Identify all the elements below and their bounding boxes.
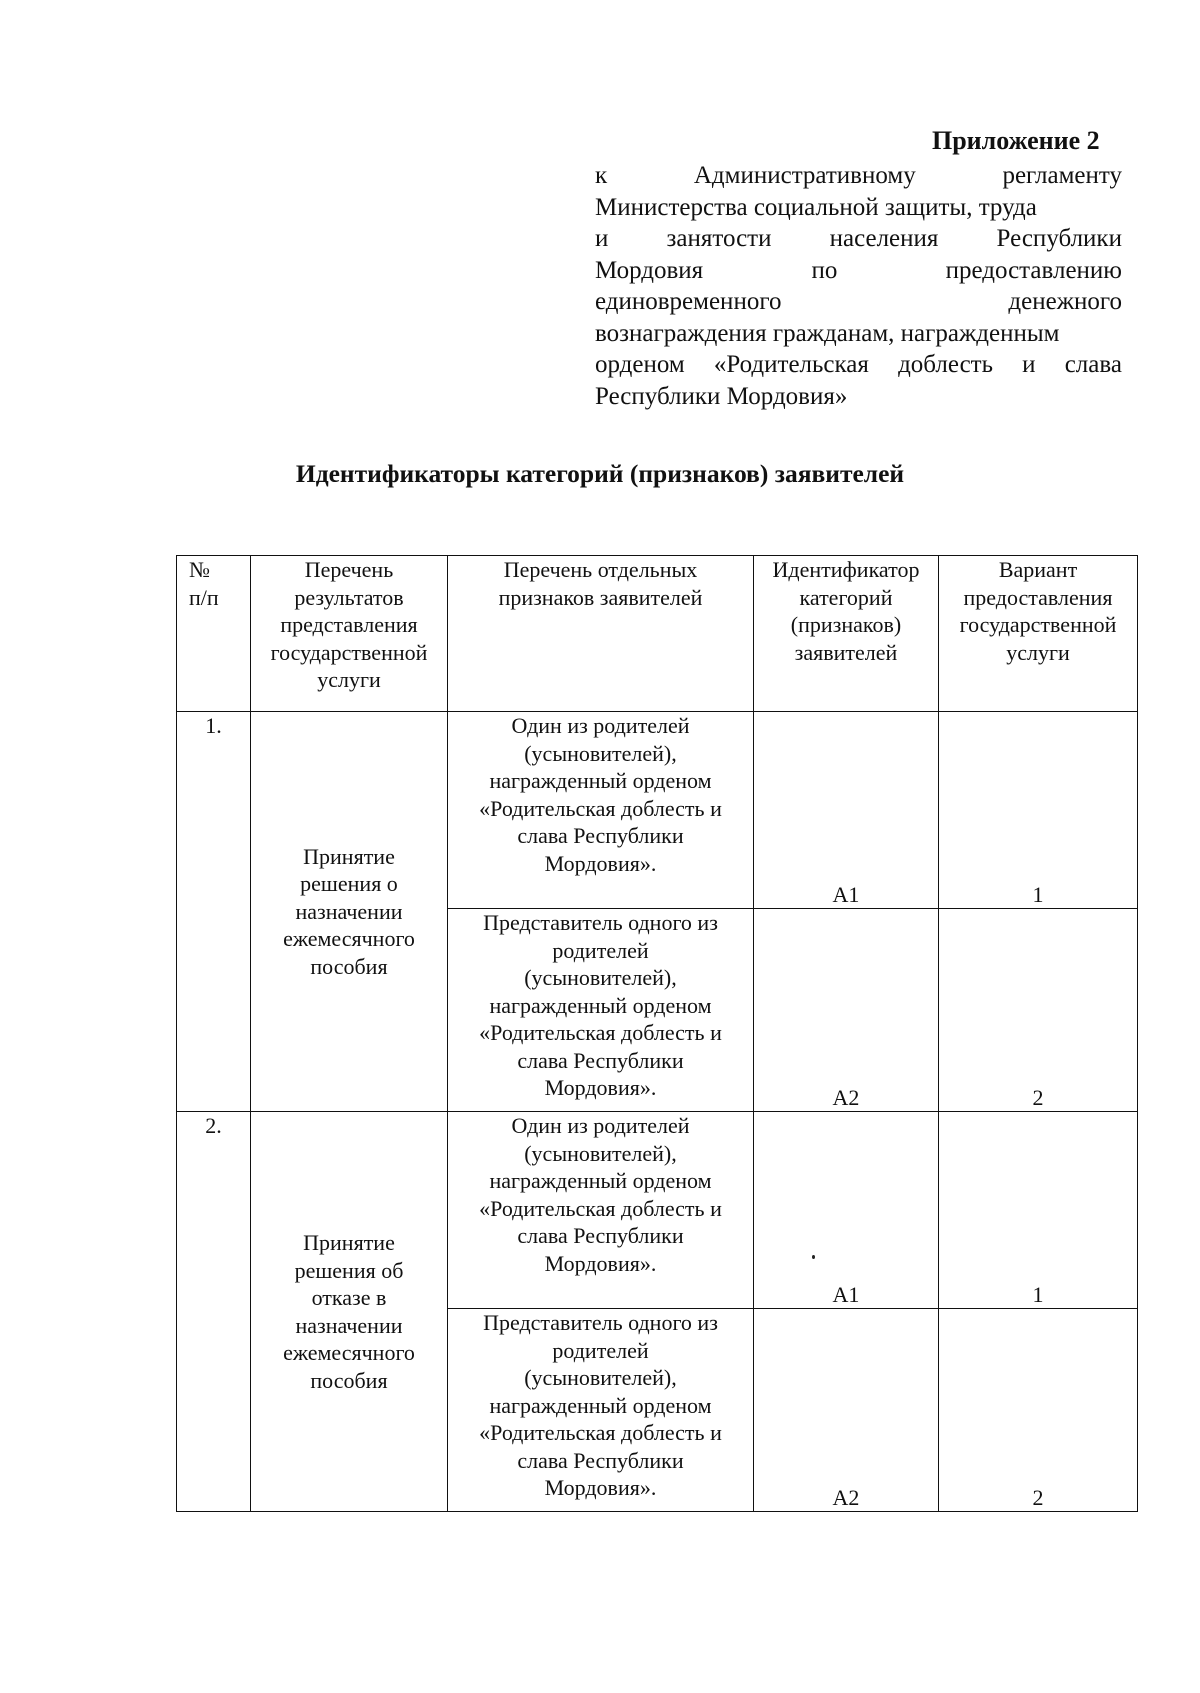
- variant-cell: 2: [939, 1309, 1138, 1512]
- appendix-word: вознаграждения гражданам, награжденным: [595, 319, 1060, 347]
- header-signs: Перечень отдельных признаков заявителей: [448, 556, 754, 712]
- table-row: [177, 712, 1138, 909]
- appendix-title: Приложение 2: [932, 126, 1100, 155]
- applicant-sign-cell: Один из родителей (усыновителей), награжденный орденом «Родительская доблесть и слава Республики Мордовия».: [448, 712, 754, 909]
- appendix-line: [595, 318, 1122, 350]
- variant-cell: 1: [939, 1112, 1138, 1309]
- header-results: Перечень результатов представления государственной услуги: [251, 556, 448, 712]
- appendix-line: [595, 160, 1122, 192]
- variant-cell: 2: [939, 909, 1138, 1112]
- appendix-word: и: [1022, 351, 1036, 378]
- appendix-word: населения: [829, 225, 939, 252]
- table-header-row: [177, 556, 1138, 712]
- appendix-word: доблесть: [898, 351, 993, 378]
- appendix-word: и: [595, 225, 609, 252]
- appendix-line: [595, 286, 1122, 318]
- appendix-word: слава: [1064, 351, 1122, 378]
- appendix-word: орденом: [595, 351, 685, 378]
- result-cell: Принятие решения об отказе в назначении ежемесячного пособия: [251, 1112, 448, 1512]
- header-identifier: Идентификатор категорий (признаков) заявителей: [754, 556, 939, 712]
- appendix-line: [595, 381, 1122, 413]
- appendix-word: Республики: [996, 225, 1122, 252]
- appendix-word: к: [595, 162, 608, 189]
- appendix-word: регламенту: [1002, 162, 1122, 189]
- appendix-word: Административному: [693, 162, 916, 189]
- appendix-word: предоставлению: [945, 256, 1122, 284]
- appendix-word: единовременного: [595, 288, 782, 315]
- row-number: 1.: [177, 712, 251, 1112]
- variant-cell: 1: [939, 712, 1138, 909]
- document-title: Идентификаторы категорий (признаков) заявителей: [295, 459, 905, 488]
- applicant-sign-cell: Представитель одного из родителей (усыновителей), награжденный орденом «Родительская доблесть и слава Республики Мордовия».: [448, 909, 754, 1112]
- applicant-sign-cell: Представитель одного из родителей (усыновителей), награжденный орденом «Родительская доблесть и слава Республики Мордовия».: [448, 1309, 754, 1512]
- header-number: № п/п: [177, 556, 251, 712]
- appendix-word: по: [811, 256, 838, 284]
- row-number: 2.: [177, 1112, 251, 1512]
- appendix-word: Республики Мордовия»: [595, 382, 848, 410]
- appendix-line: [595, 192, 1122, 224]
- identifiers-table: [176, 555, 1138, 1512]
- identifier-cell: А2: [754, 1309, 939, 1512]
- appendix-word: Мордовия: [595, 256, 704, 284]
- appendix-text: [595, 160, 1122, 412]
- appendix-line: [595, 223, 1122, 255]
- appendix-word: денежного: [1008, 288, 1122, 315]
- result-cell: Принятие решения о назначении ежемесячного пособия: [251, 712, 448, 1112]
- appendix-line: [595, 349, 1122, 381]
- appendix-word: «Родительская: [713, 351, 869, 378]
- header-variant: Вариант предоставления государственной услуги: [939, 556, 1138, 712]
- table-row: [177, 1112, 1138, 1309]
- identifier-cell: А2: [754, 909, 939, 1112]
- appendix-word: занятости: [666, 225, 772, 252]
- appendix-line: [595, 255, 1122, 287]
- scan-speck: [812, 1255, 815, 1259]
- identifier-cell: А1: [754, 712, 939, 909]
- applicant-sign-cell: Один из родителей (усыновителей), награжденный орденом «Родительская доблесть и слава Республики Мордовия».: [448, 1112, 754, 1309]
- identifier-cell: А1: [754, 1112, 939, 1309]
- appendix-word: Министерства социальной защиты, труда: [595, 193, 1037, 221]
